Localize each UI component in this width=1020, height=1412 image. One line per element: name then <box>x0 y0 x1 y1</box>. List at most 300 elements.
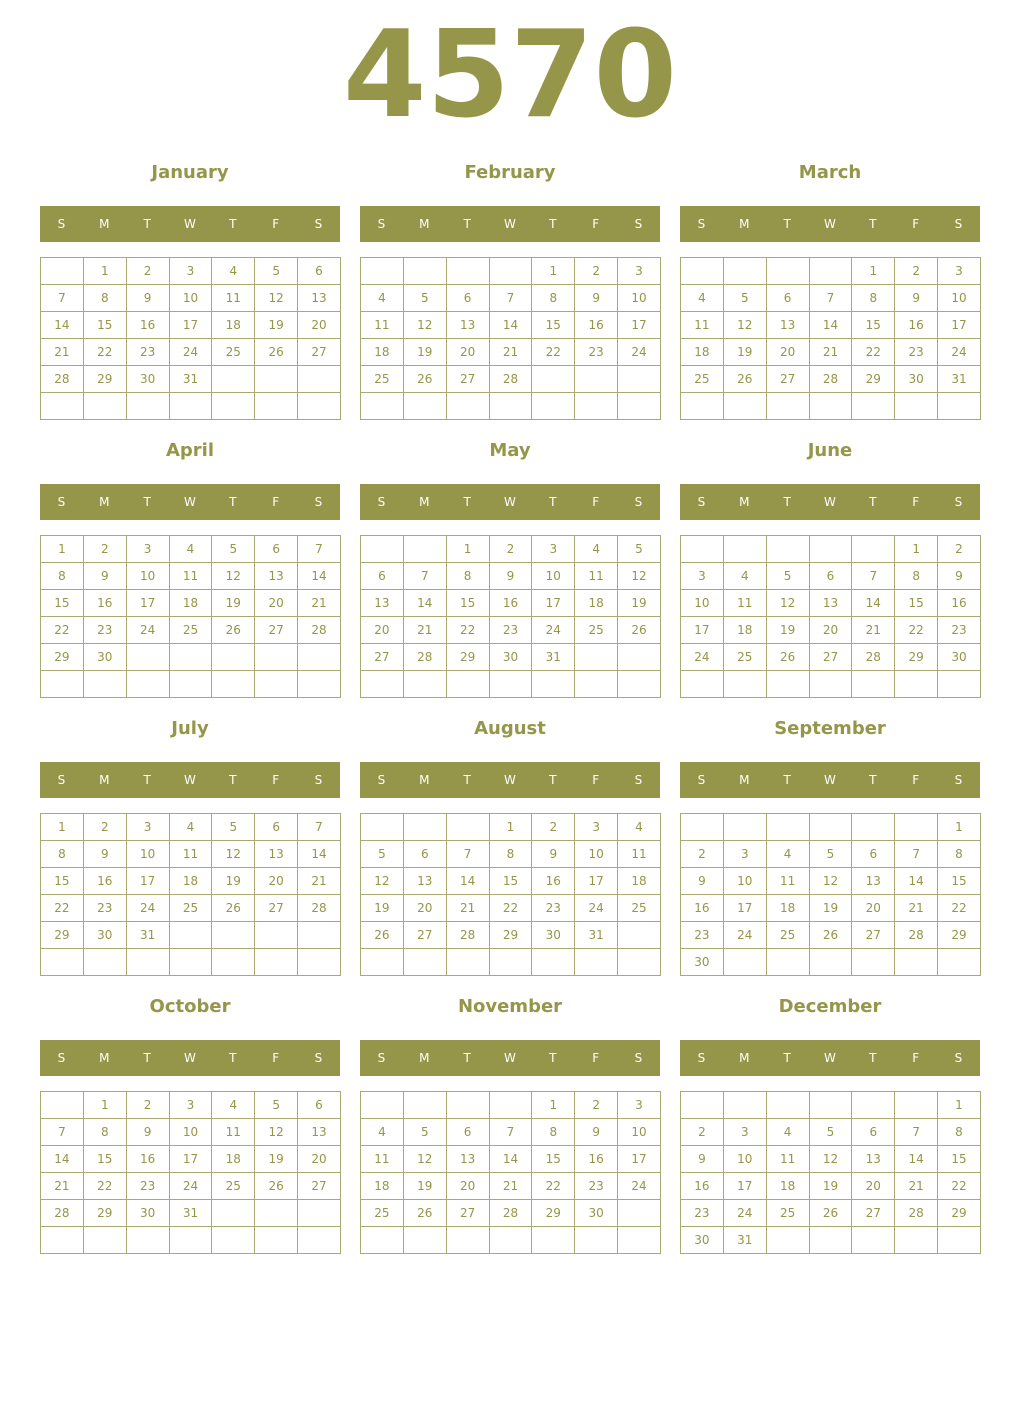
day-cell <box>895 1092 938 1119</box>
weekday-label: T <box>463 217 471 231</box>
week-row <box>361 393 661 420</box>
week-row <box>41 1227 341 1254</box>
month-august <box>360 714 660 984</box>
day-cell: 3 <box>618 1092 661 1119</box>
weekday-label: S <box>314 217 323 231</box>
day-cell: 1 <box>489 814 532 841</box>
day-cell: 9 <box>681 1146 724 1173</box>
day-cell: 16 <box>83 590 126 617</box>
day-cell: 12 <box>255 1119 298 1146</box>
weekday-label: T <box>143 773 151 787</box>
day-cell: 27 <box>446 1200 489 1227</box>
day-cell: 29 <box>489 922 532 949</box>
day-cell: 10 <box>618 285 661 312</box>
day-cell: 27 <box>298 339 341 366</box>
month-name: May <box>489 440 531 461</box>
weekday-label: F <box>592 1051 600 1065</box>
day-cell: 17 <box>169 1146 212 1173</box>
weekday-label: T <box>869 1051 877 1065</box>
weekday-label: F <box>912 1051 920 1065</box>
day-cell: 8 <box>489 841 532 868</box>
day-cell: 22 <box>41 617 84 644</box>
day-cell: 27 <box>255 895 298 922</box>
weekday-label: T <box>463 1051 471 1065</box>
day-cell: 26 <box>403 366 446 393</box>
day-cell: 20 <box>446 339 489 366</box>
day-cell: 8 <box>41 563 84 590</box>
day-cell: 23 <box>895 339 938 366</box>
day-cell: 22 <box>938 1173 981 1200</box>
day-cell: 8 <box>446 563 489 590</box>
week-row <box>681 841 981 868</box>
day-cell: 5 <box>723 285 766 312</box>
day-cell: 29 <box>852 366 895 393</box>
day-cell: 9 <box>575 1119 618 1146</box>
week-row <box>41 814 341 841</box>
day-cell: 12 <box>403 312 446 339</box>
day-cell: 30 <box>681 1227 724 1254</box>
weekday-label: T <box>549 773 557 787</box>
week-row <box>361 671 661 698</box>
week-row <box>41 671 341 698</box>
week-row <box>681 1119 981 1146</box>
month-november <box>360 992 660 1262</box>
day-cell: 18 <box>575 590 618 617</box>
week-row <box>681 1146 981 1173</box>
day-cell: 12 <box>809 868 852 895</box>
week-row <box>41 841 341 868</box>
day-cell: 21 <box>895 895 938 922</box>
day-cell: 10 <box>938 285 981 312</box>
weekday-label: S <box>57 217 66 231</box>
day-cell: 30 <box>83 922 126 949</box>
weekday-label: T <box>143 217 151 231</box>
day-cell: 15 <box>41 868 84 895</box>
day-cell: 28 <box>41 1200 84 1227</box>
day-cell: 7 <box>852 563 895 590</box>
day-cell: 11 <box>575 563 618 590</box>
day-cell: 12 <box>403 1146 446 1173</box>
week-row <box>681 922 981 949</box>
day-cell: 1 <box>83 1092 126 1119</box>
week-row <box>681 671 981 698</box>
day-cell <box>361 671 404 698</box>
day-cell: 21 <box>895 1173 938 1200</box>
day-cell <box>895 949 938 976</box>
month-february <box>360 158 660 428</box>
day-cell: 9 <box>895 285 938 312</box>
day-cell: 27 <box>403 922 446 949</box>
day-cell: 24 <box>169 339 212 366</box>
day-cell: 28 <box>895 922 938 949</box>
weekday-label: W <box>824 217 836 231</box>
day-cell: 29 <box>83 366 126 393</box>
weekday-label: S <box>697 1051 706 1065</box>
week-row <box>361 895 661 922</box>
day-cell <box>809 258 852 285</box>
day-cell <box>169 922 212 949</box>
day-cell: 7 <box>41 285 84 312</box>
weekday-label: T <box>783 1051 791 1065</box>
week-row <box>41 1173 341 1200</box>
day-cell: 2 <box>575 258 618 285</box>
week-row <box>41 1146 341 1173</box>
day-cell <box>298 644 341 671</box>
day-cell <box>852 536 895 563</box>
day-cell <box>403 814 446 841</box>
weekday-label: W <box>504 1051 516 1065</box>
week-row <box>681 1092 981 1119</box>
month-name: September <box>774 718 886 739</box>
day-cell: 14 <box>446 868 489 895</box>
day-cell: 22 <box>83 1173 126 1200</box>
week-row <box>681 949 981 976</box>
day-grid <box>360 257 661 420</box>
day-cell: 5 <box>809 1119 852 1146</box>
day-cell <box>809 671 852 698</box>
month-april <box>40 436 340 706</box>
day-cell <box>681 536 724 563</box>
day-cell: 5 <box>403 285 446 312</box>
day-cell: 5 <box>255 1092 298 1119</box>
month-may <box>360 436 660 706</box>
day-cell: 15 <box>532 1146 575 1173</box>
weekday-label: F <box>912 217 920 231</box>
day-cell: 10 <box>723 1146 766 1173</box>
weekday-label: F <box>592 773 600 787</box>
day-cell <box>212 1227 255 1254</box>
day-cell: 7 <box>446 841 489 868</box>
weekday-label: T <box>783 495 791 509</box>
day-cell: 15 <box>41 590 84 617</box>
weekday-label: M <box>419 773 430 787</box>
month-name: August <box>474 718 546 739</box>
day-cell: 11 <box>766 1146 809 1173</box>
day-cell: 12 <box>618 563 661 590</box>
week-row <box>681 258 981 285</box>
month-name: July <box>171 718 209 739</box>
day-cell <box>126 671 169 698</box>
week-row <box>361 1200 661 1227</box>
week-row <box>41 563 341 590</box>
day-cell: 21 <box>489 339 532 366</box>
day-cell <box>361 949 404 976</box>
day-cell: 25 <box>169 895 212 922</box>
week-row <box>41 312 341 339</box>
weekday-label: S <box>57 495 66 509</box>
day-cell: 17 <box>681 617 724 644</box>
day-cell: 30 <box>489 644 532 671</box>
day-cell: 7 <box>298 536 341 563</box>
day-cell: 28 <box>403 644 446 671</box>
week-row <box>681 563 981 590</box>
day-cell <box>41 671 84 698</box>
day-cell: 13 <box>809 590 852 617</box>
weekday-header <box>40 484 340 520</box>
day-cell: 23 <box>938 617 981 644</box>
weekday-header <box>40 206 340 242</box>
day-cell <box>212 671 255 698</box>
weekday-label: S <box>377 217 386 231</box>
day-cell: 24 <box>723 1200 766 1227</box>
day-cell <box>298 671 341 698</box>
day-cell: 3 <box>126 536 169 563</box>
day-cell <box>298 949 341 976</box>
weekday-label: M <box>739 773 750 787</box>
day-cell: 15 <box>895 590 938 617</box>
day-cell: 15 <box>83 312 126 339</box>
weekday-label: W <box>184 217 196 231</box>
day-cell: 1 <box>895 536 938 563</box>
day-cell <box>852 1092 895 1119</box>
day-cell <box>766 536 809 563</box>
day-cell: 25 <box>766 922 809 949</box>
day-cell: 15 <box>532 312 575 339</box>
day-cell: 19 <box>809 895 852 922</box>
day-cell <box>575 949 618 976</box>
day-cell <box>852 671 895 698</box>
week-row <box>681 312 981 339</box>
day-cell: 27 <box>298 1173 341 1200</box>
weekday-label: F <box>592 495 600 509</box>
week-row <box>41 922 341 949</box>
weekday-label: S <box>697 495 706 509</box>
day-cell <box>446 949 489 976</box>
day-cell <box>938 1227 981 1254</box>
week-row <box>361 868 661 895</box>
day-cell: 17 <box>532 590 575 617</box>
weekday-label: F <box>272 1051 280 1065</box>
day-cell: 8 <box>532 285 575 312</box>
day-cell <box>446 814 489 841</box>
day-cell: 14 <box>489 1146 532 1173</box>
day-cell <box>938 949 981 976</box>
day-cell: 7 <box>895 1119 938 1146</box>
day-cell <box>298 393 341 420</box>
day-cell: 13 <box>298 285 341 312</box>
weekday-header <box>40 762 340 798</box>
weekday-label: W <box>184 773 196 787</box>
day-cell <box>852 814 895 841</box>
day-cell: 13 <box>403 868 446 895</box>
day-cell: 30 <box>532 922 575 949</box>
weekday-label: S <box>57 773 66 787</box>
day-cell: 16 <box>575 1146 618 1173</box>
day-cell: 13 <box>852 868 895 895</box>
day-cell <box>41 1227 84 1254</box>
day-cell <box>723 949 766 976</box>
week-row <box>41 285 341 312</box>
day-cell: 28 <box>489 366 532 393</box>
week-row <box>361 1173 661 1200</box>
day-cell: 6 <box>766 285 809 312</box>
day-cell: 24 <box>681 644 724 671</box>
day-cell: 1 <box>938 1092 981 1119</box>
weekday-label: S <box>314 495 323 509</box>
day-cell: 24 <box>126 617 169 644</box>
day-cell: 9 <box>938 563 981 590</box>
week-row <box>41 590 341 617</box>
week-row <box>361 617 661 644</box>
day-cell <box>403 536 446 563</box>
day-cell: 19 <box>766 617 809 644</box>
day-cell: 3 <box>169 1092 212 1119</box>
week-row <box>361 366 661 393</box>
weekday-label: S <box>377 1051 386 1065</box>
day-cell: 20 <box>852 1173 895 1200</box>
day-cell <box>169 949 212 976</box>
day-cell: 26 <box>723 366 766 393</box>
weekday-label: W <box>184 1051 196 1065</box>
day-cell <box>723 393 766 420</box>
day-cell: 24 <box>618 1173 661 1200</box>
weekday-label: S <box>314 1051 323 1065</box>
day-cell: 19 <box>618 590 661 617</box>
day-cell: 9 <box>83 563 126 590</box>
day-cell <box>895 814 938 841</box>
day-cell <box>41 949 84 976</box>
day-cell: 16 <box>83 868 126 895</box>
day-cell: 3 <box>938 258 981 285</box>
day-cell: 27 <box>809 644 852 671</box>
day-cell <box>255 366 298 393</box>
month-september <box>680 714 980 984</box>
day-cell <box>681 258 724 285</box>
day-cell: 15 <box>83 1146 126 1173</box>
day-cell: 8 <box>532 1119 575 1146</box>
week-row <box>41 949 341 976</box>
weekday-label: S <box>314 773 323 787</box>
week-row <box>361 1227 661 1254</box>
weekday-label: T <box>229 217 237 231</box>
weekday-label: T <box>783 773 791 787</box>
day-cell <box>489 949 532 976</box>
day-cell: 23 <box>83 895 126 922</box>
weekday-label: F <box>272 217 280 231</box>
day-cell: 18 <box>212 312 255 339</box>
week-row <box>41 617 341 644</box>
month-name: February <box>464 162 556 183</box>
week-row <box>681 393 981 420</box>
weekday-label: W <box>504 217 516 231</box>
day-cell: 12 <box>212 841 255 868</box>
day-cell: 11 <box>169 563 212 590</box>
day-cell: 5 <box>212 814 255 841</box>
day-cell <box>895 393 938 420</box>
day-cell: 24 <box>938 339 981 366</box>
day-cell: 14 <box>852 590 895 617</box>
day-cell: 12 <box>723 312 766 339</box>
day-cell: 31 <box>169 366 212 393</box>
day-cell <box>403 949 446 976</box>
day-cell <box>681 671 724 698</box>
weekday-label: F <box>592 217 600 231</box>
day-cell: 12 <box>255 285 298 312</box>
day-cell <box>255 644 298 671</box>
day-cell <box>41 393 84 420</box>
day-cell <box>361 536 404 563</box>
day-cell: 22 <box>489 895 532 922</box>
day-cell <box>809 536 852 563</box>
weekday-label: T <box>463 773 471 787</box>
weekday-label: T <box>229 1051 237 1065</box>
day-cell: 24 <box>618 339 661 366</box>
day-cell <box>532 366 575 393</box>
day-cell: 20 <box>403 895 446 922</box>
day-cell <box>83 393 126 420</box>
day-cell: 26 <box>766 644 809 671</box>
day-cell: 16 <box>532 868 575 895</box>
day-cell <box>446 258 489 285</box>
day-cell <box>766 814 809 841</box>
day-cell: 28 <box>446 922 489 949</box>
day-cell <box>575 644 618 671</box>
day-cell: 25 <box>618 895 661 922</box>
day-cell: 4 <box>212 258 255 285</box>
day-cell: 29 <box>938 922 981 949</box>
day-cell: 7 <box>489 1119 532 1146</box>
day-cell: 10 <box>575 841 618 868</box>
day-cell <box>446 393 489 420</box>
day-cell <box>938 393 981 420</box>
week-row <box>681 1200 981 1227</box>
weekday-label: S <box>634 773 643 787</box>
weekday-header <box>360 484 660 520</box>
day-cell: 1 <box>852 258 895 285</box>
day-cell: 22 <box>41 895 84 922</box>
weekday-header <box>680 484 980 520</box>
day-cell <box>41 1092 84 1119</box>
week-row <box>361 949 661 976</box>
week-row <box>681 617 981 644</box>
day-cell: 30 <box>681 949 724 976</box>
day-grid <box>360 813 661 976</box>
day-cell: 21 <box>298 868 341 895</box>
day-cell <box>361 1227 404 1254</box>
weekday-label: T <box>549 217 557 231</box>
day-cell: 15 <box>938 1146 981 1173</box>
day-cell: 25 <box>723 644 766 671</box>
weekday-label: M <box>739 217 750 231</box>
day-cell: 5 <box>618 536 661 563</box>
week-row <box>361 339 661 366</box>
day-cell <box>532 1227 575 1254</box>
day-cell: 4 <box>212 1092 255 1119</box>
day-grid <box>680 535 981 698</box>
day-cell: 19 <box>403 1173 446 1200</box>
day-cell: 19 <box>255 312 298 339</box>
weekday-label: W <box>184 495 196 509</box>
day-cell: 9 <box>83 841 126 868</box>
weekday-label: S <box>377 773 386 787</box>
day-cell <box>446 671 489 698</box>
week-row <box>681 868 981 895</box>
day-cell: 1 <box>938 814 981 841</box>
day-cell: 26 <box>212 617 255 644</box>
day-cell <box>403 1227 446 1254</box>
day-cell <box>446 1092 489 1119</box>
weekday-label: F <box>272 495 280 509</box>
week-row <box>361 1146 661 1173</box>
weekday-header <box>360 1040 660 1076</box>
day-cell: 5 <box>361 841 404 868</box>
day-cell: 6 <box>446 1119 489 1146</box>
day-cell: 4 <box>361 1119 404 1146</box>
weekday-label: T <box>869 773 877 787</box>
day-cell <box>809 393 852 420</box>
day-cell: 11 <box>361 312 404 339</box>
day-cell: 4 <box>766 841 809 868</box>
